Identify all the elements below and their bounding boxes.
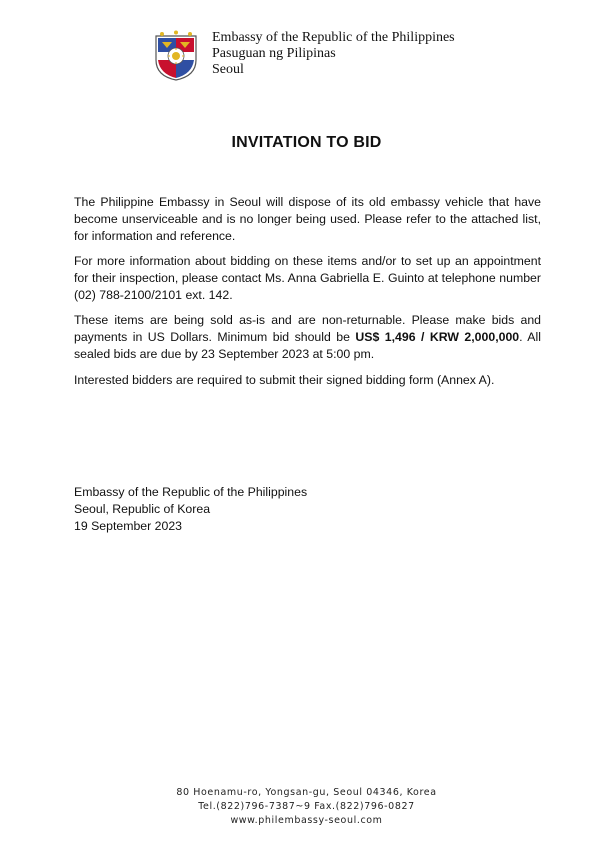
signature-line1: Embassy of the Republic of the Philippines (74, 485, 308, 499)
letterhead-line2: Pasuguan ng Pilipinas (212, 46, 336, 61)
signature-line2: Seoul, Republic of Korea (74, 502, 211, 516)
minimum-bid-amount: US$ 1,496 / KRW 2,000,000 (355, 330, 520, 344)
letterhead (152, 30, 492, 86)
paragraph-contact-text: For more information about bidding on these items and/or to set up an appointment for their inspection, please contact Ms. Anna Gabriella E. Guinto at telephone number (02) 788-2100/2101 ext. 142. (74, 254, 541, 302)
paragraph-terms (74, 312, 541, 363)
philippine-seal-icon (152, 30, 200, 82)
footer (0, 786, 613, 828)
signature-block (74, 484, 307, 535)
paragraph-disposal-text: The Philippine Embassy in Seoul will dispose of its old embassy vehicle that have become unserviceable and is no longer being used. Please refer to the attached list, for information and reference. (74, 195, 541, 243)
letterhead-line1: Embassy of the Republic of the Philippines (212, 30, 455, 45)
paragraph-disposal (74, 194, 541, 245)
paragraph-bidding-form (74, 372, 541, 389)
footer-address: 80 Hoenamu-ro, Yongsan-gu, Seoul 04346, Korea (176, 787, 437, 798)
signature-date: 19 September 2023 (74, 519, 183, 533)
letterhead-line3: Seoul (212, 62, 244, 77)
terms-text-after: . All sealed bids are due by 23 September 2023 at 5:00 pm. (74, 330, 541, 361)
paragraph-terms-text (74, 312, 541, 363)
paragraph-contact (74, 253, 541, 304)
paragraph-bidding-form-text: Interested bidders are required to submit their signed bidding form (Annex A). (74, 373, 495, 387)
document-title: INVITATION TO BID (231, 134, 382, 151)
footer-phone: Tel.(822)796-7387~9 Fax.(822)796-0827 (198, 801, 415, 812)
terms-text-before: These items are being sold as-is and are non-returnable. Please make bids and payments in US Dollars. Minimum bid should be (74, 313, 541, 344)
footer-website: www.philembassy-seoul.com (230, 815, 383, 826)
